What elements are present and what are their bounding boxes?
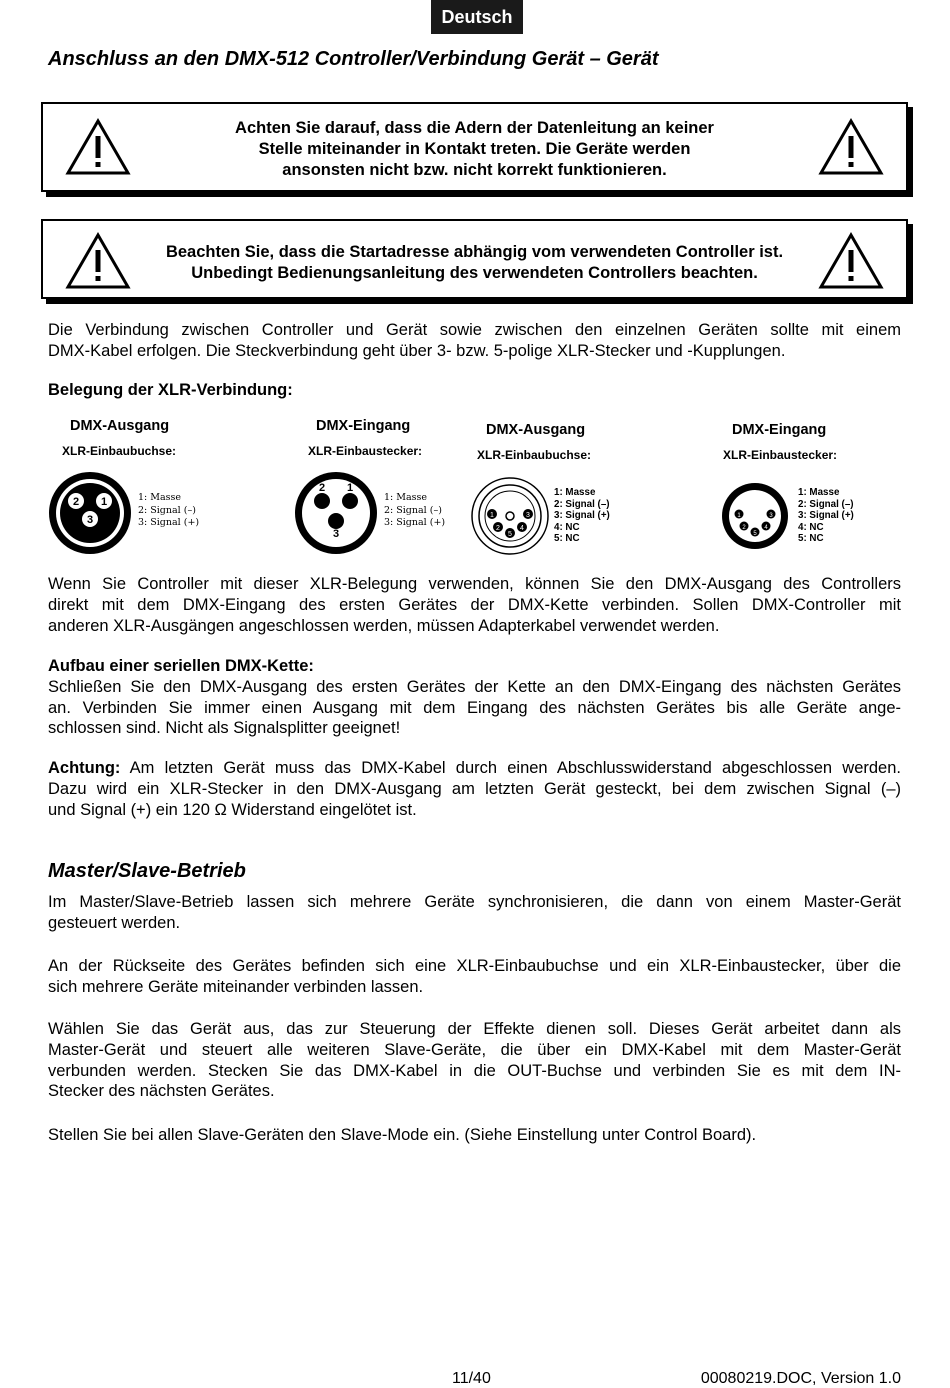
pin-assignment: 1: Masse — [798, 487, 840, 498]
pin-assignment: 5: NC — [554, 533, 580, 544]
text-line: Dazu wird ein XLR-Stecker in den DMX-Ausgang am letzten Gerät gesteckt, bei dem zwischen Signal (–) — [48, 779, 901, 798]
section-title-master-slave: Master/Slave-Betrieb — [48, 860, 246, 882]
pin-assignment: 2: Signal (–) — [384, 504, 442, 516]
pin-assignment: 1: Masse — [384, 492, 428, 503]
connector-5pin-input — [712, 419, 932, 559]
pin-assignment: 2: Signal (–) — [798, 498, 854, 510]
pin-number: 3 — [526, 512, 530, 519]
text-line: Stecker des nächsten Gerätes. — [48, 1082, 275, 1101]
controller-paragraph — [48, 574, 901, 636]
connector-3pin-output — [48, 415, 248, 555]
text-line: Wählen Sie das Gerät aus, das zur Steuerung der Effekte dienen soll. Dieses Gerät arbeitet dann als — [48, 1020, 901, 1038]
xlr-5pin-female-icon — [470, 476, 550, 556]
connector-subtitle: XLR-Einbaubuchse: — [62, 444, 177, 458]
connector-title: DMX-Eingang — [316, 418, 411, 434]
text-line: Die Verbindung zwischen Controller und Gerät sowie zwischen den einzelnen Geräten sollte mit einem — [48, 321, 901, 339]
text-line: DMX-Kabel erfolgen. Die Steckverbindung geht über 3- bzw. 5-polige XLR-Stecker und -Kupplungen. — [48, 341, 786, 360]
pin-assignment: 1: Masse — [138, 492, 182, 503]
pin-number: 1 — [490, 512, 494, 519]
warning-line: Stelle miteinander in Kontakt treten. Die Geräte werden — [258, 140, 691, 158]
pin-number: 3 — [769, 513, 773, 519]
section-title-connection: Anschluss an den DMX-512 Controller/Verbindung Gerät – Gerät — [48, 48, 659, 70]
pin-assignment-list — [798, 487, 854, 545]
master-slave-paragraph-2 — [48, 956, 901, 998]
chain-paragraph — [48, 656, 901, 739]
pin-assignment-list — [554, 487, 610, 545]
pin-assignment: 3: Signal (+) — [384, 517, 446, 528]
attention-text: Am letzten Gerät muss das DMX-Kabel durch einen Abschlusswiderstand abgeschlossen werden. — [120, 759, 901, 777]
pin-assignment: 3: Signal (+) — [554, 510, 610, 521]
connector-title: DMX-Ausgang — [70, 418, 170, 434]
text-line: anderen XLR-Ausgängen angeschlossen werden, müssen Adapterkabel verwendet werden. — [48, 616, 720, 635]
intro-paragraph — [48, 320, 901, 362]
pin-assignment-list — [384, 492, 445, 530]
document-id: 00080219.DOC, Version 1.0 — [700, 1370, 901, 1387]
xlr-5pin-male-icon — [720, 481, 790, 551]
text-line: direkt mit dem DMX-Eingang des ersten Gerätes der DMX-Kette verbinden. Sollen DMX-Controller mit — [48, 595, 901, 614]
pin-number: 5 — [508, 531, 512, 538]
warning-line: Unbedingt Bedienungsanleitung des verwendeten Controllers beachten. — [191, 264, 758, 282]
warning-triangle-icon — [65, 118, 131, 176]
pin-assignment: 4: NC — [554, 521, 580, 533]
pin-assignment: 1: Masse — [554, 487, 596, 498]
pin-number: 2 — [318, 482, 326, 494]
pin-number: 3 — [86, 514, 94, 526]
pin-assignment: 2: Signal (–) — [554, 498, 610, 510]
pin-assignment: 5: NC — [798, 533, 824, 544]
master-slave-paragraph-4 — [48, 1125, 901, 1146]
text-line: Stellen Sie bei allen Slave-Geräten den Slave-Mode ein. (Siehe Einstellung unter Control Board). — [48, 1126, 757, 1144]
warning-line: Beachten Sie, dass die Startadresse abhängig vom verwendeten Controller ist. — [165, 243, 784, 261]
master-slave-paragraph-3 — [48, 1019, 901, 1102]
pin-number: 5 — [753, 531, 757, 537]
warning-triangle-icon — [818, 118, 884, 176]
xlr-3pin-male-icon — [294, 471, 378, 555]
pin-assignment-list — [138, 492, 199, 530]
text-line: An der Rückseite des Gerätes befinden sich eine XLR-Einbaubuchse und ein XLR-Einbaustecker, über die — [48, 957, 901, 975]
warning-triangle-icon — [818, 232, 884, 290]
text-line: verbunden werden. Stecken Sie das DMX-Kabel in die OUT-Buchse und verbinden Sie es mit dem IN- — [48, 1061, 901, 1080]
pin-number: 1 — [346, 482, 354, 494]
text-line: Schließen Sie den DMX-Ausgang des ersten Gerätes der Kette an den DMX-Eingang des nächsten Gerätes — [48, 677, 901, 696]
language-tag: Deutsch — [431, 0, 523, 34]
pin-number: 1 — [100, 496, 108, 508]
text-line: Master-Gerät und steuert alle weiteren Slave-Geräte, die über ein DMX-Kabel mit dem Master-Gerät — [48, 1040, 901, 1059]
pin-number: 2 — [72, 496, 80, 508]
warning-text-2 — [133, 242, 816, 284]
warning-text-1 — [133, 118, 816, 181]
pin-number: 4 — [520, 525, 524, 532]
pin-assignment: 4: NC — [798, 521, 824, 533]
xlr-3pin-female-icon — [48, 471, 132, 555]
pin-number: 2 — [496, 525, 500, 532]
text-line: gesteuert werden. — [48, 913, 181, 932]
pin-number: 2 — [742, 525, 746, 531]
warning-box-2 — [41, 219, 908, 299]
connector-subtitle: XLR-Einbaustecker: — [723, 448, 838, 462]
pin-assignment: 2: Signal (–) — [138, 504, 196, 516]
connector-5pin-output — [466, 419, 686, 559]
connector-subtitle: XLR-Einbaubuchse: — [477, 448, 592, 462]
chain-heading: Aufbau einer seriellen DMX-Kette: — [48, 657, 314, 675]
connector-3pin-input — [294, 415, 494, 555]
pin-assignment: 3: Signal (+) — [138, 517, 200, 528]
attention-label: Achtung: — [48, 759, 121, 777]
master-slave-paragraph-1 — [48, 892, 901, 934]
warning-line: Achten Sie darauf, dass die Adern der Datenleitung an keiner — [235, 119, 714, 137]
connector-title: DMX-Ausgang — [486, 422, 586, 438]
text-line: Im Master/Slave-Betrieb lassen sich mehrere Geräte synchronisieren, die dann von einem Master-Gerät — [48, 893, 901, 911]
text-line: schlossen sind. Nicht als Signalsplitter geeignet! — [48, 719, 401, 738]
connector-subtitle: XLR-Einbaustecker: — [308, 444, 423, 458]
attention-paragraph — [48, 758, 901, 820]
page-number: 11/40 — [452, 1370, 491, 1387]
text-line: sich mehrere Geräte miteinander verbinden lassen. — [48, 977, 424, 996]
warning-box-1 — [41, 102, 908, 192]
text-line — [48, 758, 901, 779]
text-line: an. Verbinden Sie immer einen Ausgang mit dem Eingang des nächsten Gerätes bis alle Geräte ange- — [48, 698, 901, 717]
pin-number: 3 — [332, 528, 340, 540]
pin-assignment: 3: Signal (+) — [798, 510, 854, 521]
text-line: Wenn Sie Controller mit dieser XLR-Belegung verwenden, können Sie den DMX-Ausgang des Controllers — [48, 575, 901, 593]
pin-number: 4 — [764, 525, 768, 531]
pin-number: 1 — [737, 513, 741, 519]
warning-line: ansonsten nicht bzw. nicht korrekt funktionieren. — [282, 161, 667, 179]
warning-triangle-icon — [65, 232, 131, 290]
xlr-heading: Belegung der XLR-Verbindung: — [48, 381, 293, 399]
connector-title: DMX-Eingang — [732, 422, 827, 438]
text-line: und Signal (+) ein 120 Ω Widerstand eingelötet ist. — [48, 800, 417, 819]
